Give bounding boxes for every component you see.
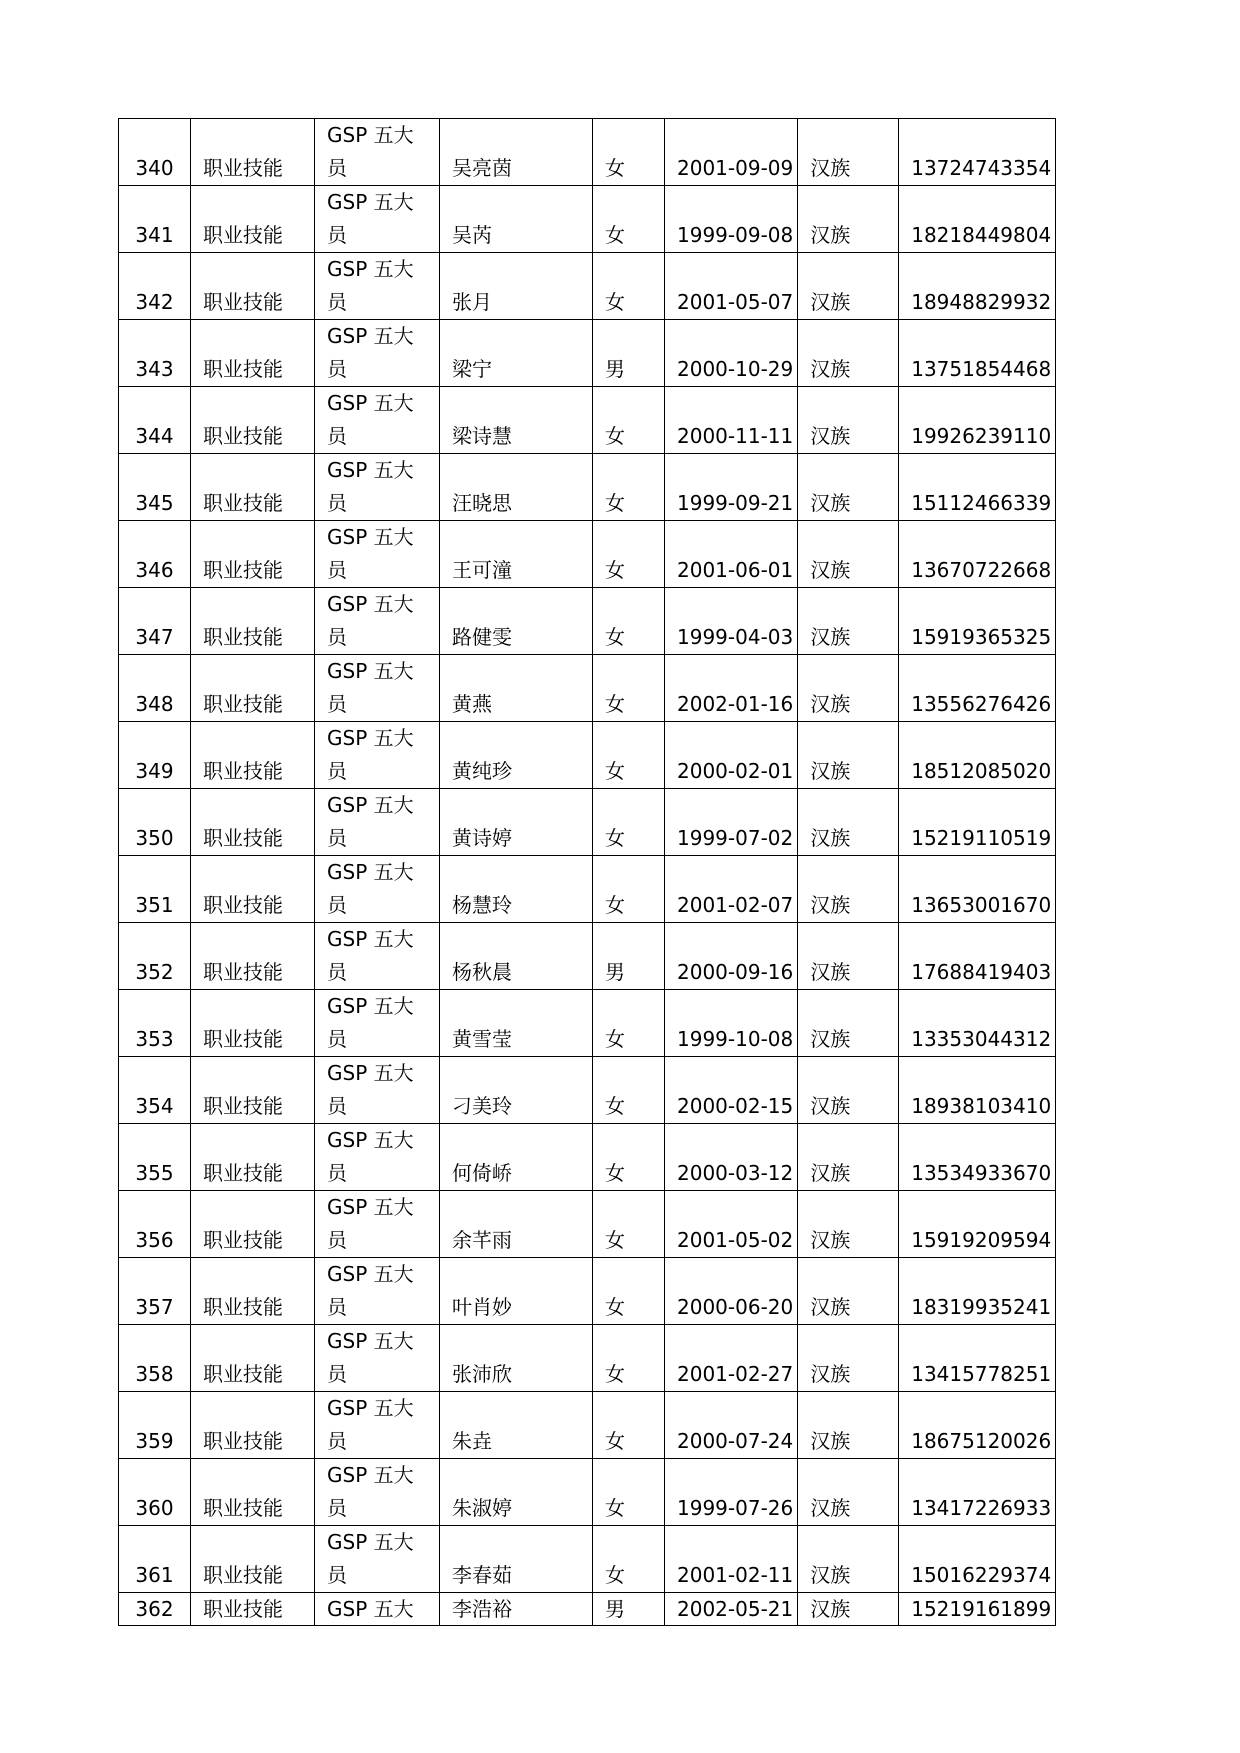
birth-date-cell: 2000-07-24 [665, 1392, 798, 1459]
category-cell: 职业技能 [191, 990, 315, 1057]
phone-cell: 13415778251 [899, 1325, 1056, 1392]
ethnicity-cell: 汉族 [798, 856, 899, 923]
ethnicity-cell: 汉族 [798, 1392, 899, 1459]
table-row [119, 722, 1056, 789]
phone-cell: 15016229374 [899, 1526, 1056, 1593]
course-cell [315, 856, 440, 923]
row-number-cell: 356 [119, 1191, 191, 1258]
birth-date-cell: 2001-06-01 [665, 521, 798, 588]
name-cell: 吴芮 [440, 186, 593, 253]
ethnicity-cell: 汉族 [798, 1057, 899, 1124]
gender-cell: 女 [593, 1057, 665, 1124]
phone-cell: 18218449804 [899, 186, 1056, 253]
course-line: 员 [327, 1496, 347, 1520]
phone-cell: 15919209594 [899, 1191, 1056, 1258]
name-cell: 路健雯 [440, 588, 593, 655]
gender-cell: 男 [593, 923, 665, 990]
course-cell [315, 588, 440, 655]
course-line: GSP 五大 [327, 1597, 414, 1621]
course-line: 员 [327, 491, 347, 515]
birth-date-cell: 2001-02-11 [665, 1526, 798, 1593]
table-row [119, 1191, 1056, 1258]
ethnicity-cell: 汉族 [798, 1593, 899, 1626]
birth-date-cell: 2002-05-21 [665, 1593, 798, 1626]
course-cell [315, 119, 440, 186]
gender-cell: 男 [593, 320, 665, 387]
row-number-cell: 348 [119, 655, 191, 722]
phone-cell: 15112466339 [899, 454, 1056, 521]
birth-date-cell: 1999-09-21 [665, 454, 798, 521]
category-cell: 职业技能 [191, 789, 315, 856]
course-cell [315, 1325, 440, 1392]
course-line: 员 [327, 1027, 347, 1051]
category-cell: 职业技能 [191, 186, 315, 253]
course-line: GSP 五大 [327, 324, 414, 348]
course-line: GSP 五大 [327, 1530, 414, 1554]
course-cell [315, 923, 440, 990]
table-row [119, 923, 1056, 990]
phone-cell: 15219110519 [899, 789, 1056, 856]
gender-cell: 女 [593, 521, 665, 588]
category-cell: 职业技能 [191, 722, 315, 789]
ethnicity-cell: 汉族 [798, 1258, 899, 1325]
birth-date-cell: 2000-03-12 [665, 1124, 798, 1191]
category-cell: 职业技能 [191, 1526, 315, 1593]
row-number-cell: 360 [119, 1459, 191, 1526]
category-cell: 职业技能 [191, 923, 315, 990]
course-cell [315, 186, 440, 253]
birth-date-cell: 2001-02-27 [665, 1325, 798, 1392]
name-cell: 汪晓思 [440, 454, 593, 521]
phone-cell: 13417226933 [899, 1459, 1056, 1526]
ethnicity-cell: 汉族 [798, 1191, 899, 1258]
course-line: 员 [327, 1429, 347, 1453]
row-number-cell: 351 [119, 856, 191, 923]
course-line: GSP 五大 [327, 1061, 414, 1085]
row-number-cell: 345 [119, 454, 191, 521]
course-cell [315, 722, 440, 789]
birth-date-cell: 1999-07-26 [665, 1459, 798, 1526]
category-cell: 职业技能 [191, 856, 315, 923]
name-cell: 朱淑婷 [440, 1459, 593, 1526]
birth-date-cell: 2000-02-01 [665, 722, 798, 789]
ethnicity-cell: 汉族 [798, 789, 899, 856]
ethnicity-cell: 汉族 [798, 1526, 899, 1593]
course-line: 员 [327, 625, 347, 649]
table-row [119, 119, 1056, 186]
name-cell: 杨慧玲 [440, 856, 593, 923]
course-cell [315, 990, 440, 1057]
table-row [119, 387, 1056, 454]
gender-cell: 女 [593, 253, 665, 320]
course-cell [315, 1593, 440, 1626]
birth-date-cell: 2000-11-11 [665, 387, 798, 454]
course-line: GSP 五大 [327, 190, 414, 214]
course-cell [315, 655, 440, 722]
birth-date-cell: 1999-10-08 [665, 990, 798, 1057]
course-line: 员 [327, 357, 347, 381]
category-cell: 职业技能 [191, 1325, 315, 1392]
course-line: 员 [327, 1228, 347, 1252]
row-number-cell: 361 [119, 1526, 191, 1593]
course-line: GSP 五大 [327, 927, 414, 951]
course-line: GSP 五大 [327, 123, 414, 147]
category-cell: 职业技能 [191, 119, 315, 186]
course-line: GSP 五大 [327, 1396, 414, 1420]
table-row [119, 1258, 1056, 1325]
phone-cell: 13556276426 [899, 655, 1056, 722]
ethnicity-cell: 汉族 [798, 722, 899, 789]
course-line: 员 [327, 692, 347, 716]
row-number-cell: 358 [119, 1325, 191, 1392]
gender-cell: 男 [593, 1593, 665, 1626]
course-line: 员 [327, 893, 347, 917]
gender-cell: 女 [593, 387, 665, 454]
ethnicity-cell: 汉族 [798, 1124, 899, 1191]
row-number-cell: 343 [119, 320, 191, 387]
table-row [119, 186, 1056, 253]
course-cell [315, 1258, 440, 1325]
name-cell: 朱垚 [440, 1392, 593, 1459]
ethnicity-cell: 汉族 [798, 454, 899, 521]
table-row [119, 856, 1056, 923]
name-cell: 梁宁 [440, 320, 593, 387]
course-line: 员 [327, 223, 347, 247]
course-line: GSP 五大 [327, 659, 414, 683]
course-line: 员 [327, 960, 347, 984]
gender-cell: 女 [593, 655, 665, 722]
category-cell: 职业技能 [191, 1057, 315, 1124]
course-cell [315, 253, 440, 320]
gender-cell: 女 [593, 856, 665, 923]
birth-date-cell: 2000-02-15 [665, 1057, 798, 1124]
row-number-cell: 352 [119, 923, 191, 990]
gender-cell: 女 [593, 1392, 665, 1459]
phone-cell: 18675120026 [899, 1392, 1056, 1459]
table-row [119, 1392, 1056, 1459]
course-line: 员 [327, 558, 347, 582]
name-cell: 黄燕 [440, 655, 593, 722]
course-cell [315, 1124, 440, 1191]
table-row [119, 655, 1056, 722]
course-line: GSP 五大 [327, 1329, 414, 1353]
birth-date-cell: 1999-07-02 [665, 789, 798, 856]
course-cell [315, 320, 440, 387]
category-cell: 职业技能 [191, 1124, 315, 1191]
birth-date-cell: 2000-09-16 [665, 923, 798, 990]
category-cell: 职业技能 [191, 253, 315, 320]
gender-cell: 女 [593, 588, 665, 655]
table-row [119, 789, 1056, 856]
course-line: 员 [327, 826, 347, 850]
course-cell [315, 454, 440, 521]
course-cell [315, 1191, 440, 1258]
phone-cell: 18938103410 [899, 1057, 1056, 1124]
gender-cell: 女 [593, 722, 665, 789]
course-line: 员 [327, 1362, 347, 1386]
phone-cell: 18948829932 [899, 253, 1056, 320]
birth-date-cell: 2001-05-07 [665, 253, 798, 320]
course-line: GSP 五大 [327, 458, 414, 482]
name-cell: 王可潼 [440, 521, 593, 588]
gender-cell: 女 [593, 1325, 665, 1392]
birth-date-cell: 2002-01-16 [665, 655, 798, 722]
gender-cell: 女 [593, 990, 665, 1057]
category-cell: 职业技能 [191, 1459, 315, 1526]
name-cell: 张月 [440, 253, 593, 320]
row-number-cell: 341 [119, 186, 191, 253]
birth-date-cell: 1999-04-03 [665, 588, 798, 655]
table-row [119, 521, 1056, 588]
roster-table [118, 118, 1056, 1626]
birth-date-cell: 2000-10-29 [665, 320, 798, 387]
course-line: GSP 五大 [327, 391, 414, 415]
table-row [119, 1459, 1056, 1526]
gender-cell: 女 [593, 119, 665, 186]
category-cell: 职业技能 [191, 1593, 315, 1626]
course-line: GSP 五大 [327, 793, 414, 817]
phone-cell: 13724743354 [899, 119, 1056, 186]
gender-cell: 女 [593, 1258, 665, 1325]
course-line: 员 [327, 1295, 347, 1319]
ethnicity-cell: 汉族 [798, 1459, 899, 1526]
gender-cell: 女 [593, 186, 665, 253]
course-cell [315, 1526, 440, 1593]
row-number-cell: 349 [119, 722, 191, 789]
name-cell: 余芊雨 [440, 1191, 593, 1258]
category-cell: 职业技能 [191, 387, 315, 454]
name-cell: 刁美玲 [440, 1057, 593, 1124]
row-number-cell: 357 [119, 1258, 191, 1325]
row-number-cell: 344 [119, 387, 191, 454]
table-row [119, 1057, 1056, 1124]
phone-cell: 15219161899 [899, 1593, 1056, 1626]
table-row [119, 454, 1056, 521]
birth-date-cell: 2001-02-07 [665, 856, 798, 923]
birth-date-cell: 2001-05-02 [665, 1191, 798, 1258]
course-line: GSP 五大 [327, 1128, 414, 1152]
name-cell: 叶肖妙 [440, 1258, 593, 1325]
course-cell [315, 1392, 440, 1459]
category-cell: 职业技能 [191, 521, 315, 588]
row-number-cell: 354 [119, 1057, 191, 1124]
category-cell: 职业技能 [191, 1258, 315, 1325]
table-row [119, 253, 1056, 320]
row-number-cell: 362 [119, 1593, 191, 1626]
ethnicity-cell: 汉族 [798, 1325, 899, 1392]
name-cell: 吴亮茵 [440, 119, 593, 186]
course-line: GSP 五大 [327, 1195, 414, 1219]
table-row [119, 1593, 1056, 1626]
phone-cell: 18512085020 [899, 722, 1056, 789]
phone-cell: 17688419403 [899, 923, 1056, 990]
name-cell: 黄纯珍 [440, 722, 593, 789]
gender-cell: 女 [593, 789, 665, 856]
gender-cell: 女 [593, 1459, 665, 1526]
name-cell: 梁诗慧 [440, 387, 593, 454]
course-cell [315, 521, 440, 588]
course-cell [315, 387, 440, 454]
course-line: GSP 五大 [327, 860, 414, 884]
course-line: GSP 五大 [327, 525, 414, 549]
table-row [119, 1325, 1056, 1392]
table-row [119, 990, 1056, 1057]
category-cell: 职业技能 [191, 1191, 315, 1258]
course-line: 员 [327, 1161, 347, 1185]
ethnicity-cell: 汉族 [798, 119, 899, 186]
phone-cell: 13353044312 [899, 990, 1056, 1057]
phone-cell: 13534933670 [899, 1124, 1056, 1191]
table-row [119, 1526, 1056, 1593]
ethnicity-cell: 汉族 [798, 521, 899, 588]
ethnicity-cell: 汉族 [798, 990, 899, 1057]
ethnicity-cell: 汉族 [798, 186, 899, 253]
table-row [119, 320, 1056, 387]
row-number-cell: 353 [119, 990, 191, 1057]
row-number-cell: 350 [119, 789, 191, 856]
row-number-cell: 359 [119, 1392, 191, 1459]
course-line: GSP 五大 [327, 726, 414, 750]
category-cell: 职业技能 [191, 655, 315, 722]
birth-date-cell: 2001-09-09 [665, 119, 798, 186]
ethnicity-cell: 汉族 [798, 655, 899, 722]
phone-cell: 13751854468 [899, 320, 1056, 387]
course-line: GSP 五大 [327, 257, 414, 281]
roster-table-body [119, 119, 1056, 1626]
ethnicity-cell: 汉族 [798, 253, 899, 320]
course-line: 员 [327, 156, 347, 180]
course-line: GSP 五大 [327, 592, 414, 616]
gender-cell: 女 [593, 454, 665, 521]
row-number-cell: 346 [119, 521, 191, 588]
row-number-cell: 340 [119, 119, 191, 186]
course-cell [315, 1057, 440, 1124]
name-cell: 何倚峤 [440, 1124, 593, 1191]
ethnicity-cell: 汉族 [798, 387, 899, 454]
row-number-cell: 347 [119, 588, 191, 655]
name-cell: 黄雪莹 [440, 990, 593, 1057]
ethnicity-cell: 汉族 [798, 588, 899, 655]
birth-date-cell: 2000-06-20 [665, 1258, 798, 1325]
category-cell: 职业技能 [191, 1392, 315, 1459]
name-cell: 黄诗婷 [440, 789, 593, 856]
name-cell: 李浩裕 [440, 1593, 593, 1626]
category-cell: 职业技能 [191, 320, 315, 387]
phone-cell: 19926239110 [899, 387, 1056, 454]
course-line: 员 [327, 424, 347, 448]
course-line: 员 [327, 290, 347, 314]
course-cell [315, 789, 440, 856]
course-cell [315, 1459, 440, 1526]
name-cell: 张沛欣 [440, 1325, 593, 1392]
course-line: 员 [327, 759, 347, 783]
birth-date-cell: 1999-09-08 [665, 186, 798, 253]
gender-cell: 女 [593, 1191, 665, 1258]
row-number-cell: 342 [119, 253, 191, 320]
table-row [119, 588, 1056, 655]
category-cell: 职业技能 [191, 588, 315, 655]
phone-cell: 13670722668 [899, 521, 1056, 588]
table-row [119, 1124, 1056, 1191]
phone-cell: 13653001670 [899, 856, 1056, 923]
course-line: GSP 五大 [327, 1262, 414, 1286]
ethnicity-cell: 汉族 [798, 320, 899, 387]
course-line: GSP 五大 [327, 1463, 414, 1487]
phone-cell: 18319935241 [899, 1258, 1056, 1325]
course-line: 员 [327, 1094, 347, 1118]
name-cell: 杨秋晨 [440, 923, 593, 990]
category-cell: 职业技能 [191, 454, 315, 521]
course-line: 员 [327, 1563, 347, 1587]
ethnicity-cell: 汉族 [798, 923, 899, 990]
phone-cell: 15919365325 [899, 588, 1056, 655]
name-cell: 李春茹 [440, 1526, 593, 1593]
row-number-cell: 355 [119, 1124, 191, 1191]
gender-cell: 女 [593, 1124, 665, 1191]
course-line: GSP 五大 [327, 994, 414, 1018]
gender-cell: 女 [593, 1526, 665, 1593]
